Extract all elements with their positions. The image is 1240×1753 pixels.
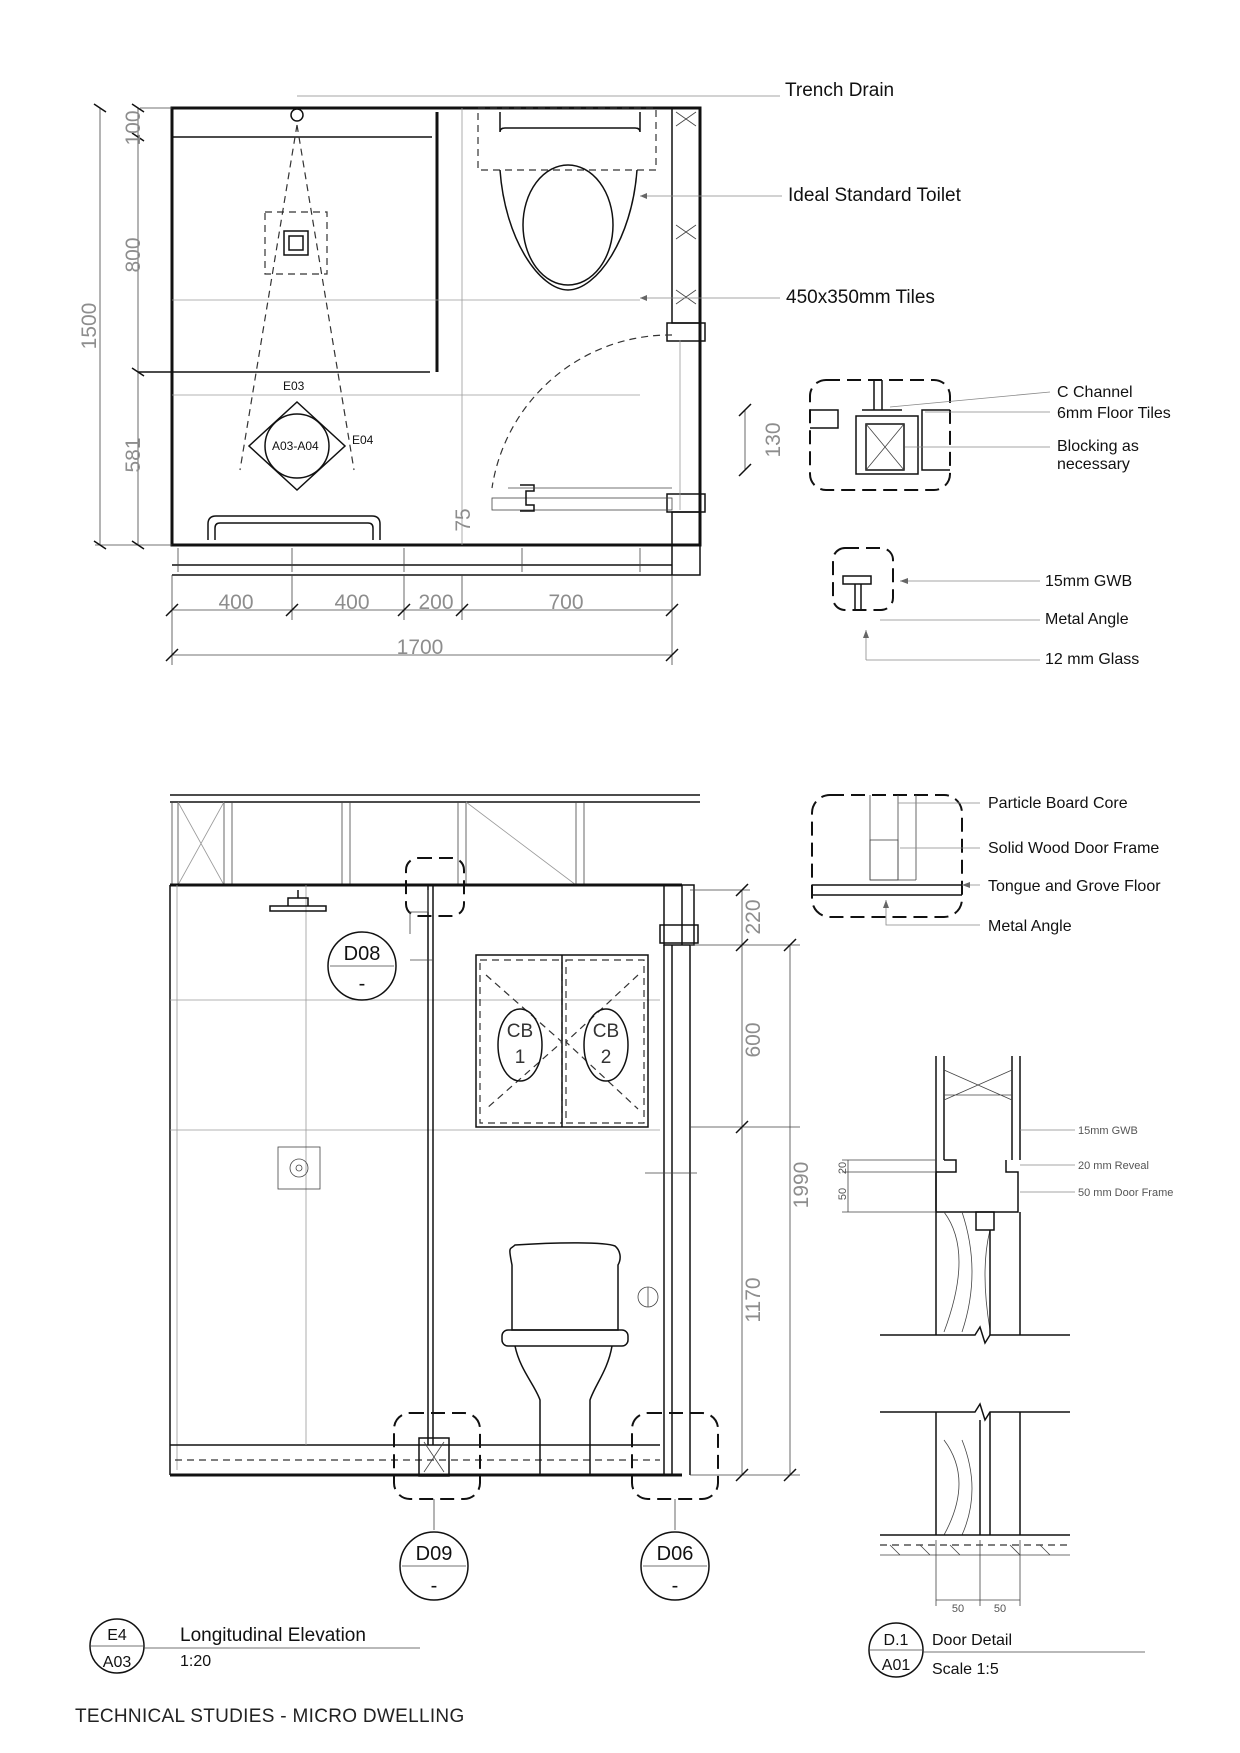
- callout-dd-reveal: 20 mm Reveal: [1078, 1160, 1149, 1172]
- door-detail: [837, 1056, 1173, 1615]
- dim-200: 200: [418, 591, 454, 614]
- dim-1500: 1500: [78, 302, 101, 350]
- elevation-detail-bubbles: [328, 858, 718, 1600]
- bubble-d06-sheet: -: [671, 1575, 679, 1597]
- callout-tiles: 450x350mm Tiles: [786, 287, 935, 308]
- door-detail-code: D.1: [883, 1632, 909, 1649]
- dim-1700: 1700: [396, 636, 444, 659]
- bubble-d08-sheet: -: [358, 973, 366, 995]
- dim-130: 130: [762, 422, 785, 458]
- cabinet-2-code: CB: [592, 1021, 620, 1042]
- cabinet-2-num: 2: [600, 1047, 612, 1068]
- shower-diverter: [278, 1147, 320, 1189]
- callout-door-frame: Solid Wood Door Frame: [988, 840, 1160, 857]
- bubble-rect-d06: [632, 1413, 718, 1499]
- glass-detail: [833, 548, 1139, 668]
- bubble-d09-code: D09: [415, 1543, 453, 1565]
- bubble-rect-d08: [406, 858, 464, 916]
- door-detail-sheet: A01: [881, 1657, 911, 1674]
- toilet-bowl: [500, 170, 637, 290]
- door-swing-arc: [492, 335, 672, 488]
- dd-dim-20: 20: [837, 1161, 849, 1175]
- footer-title: TECHNICAL STUDIES - MICRO DWELLING: [75, 1706, 465, 1727]
- dim-700: 700: [548, 591, 584, 614]
- door-detail-title: Door Detail: [932, 1632, 1013, 1649]
- dim-400-b: 400: [334, 591, 370, 614]
- title-block-door-detail: [869, 1623, 1145, 1678]
- grab-bar: [208, 516, 380, 540]
- elevation-scale: 1:20: [180, 1653, 212, 1670]
- callout-blocking-1: Blocking as: [1057, 438, 1139, 455]
- door-detail-scale: Scale 1:5: [932, 1661, 999, 1678]
- callout-dd-frame: 50 mm Door Frame: [1078, 1187, 1174, 1199]
- shower-head: [270, 890, 326, 911]
- dim-1170: 1170: [742, 1277, 765, 1323]
- callout-tongue-groove: Tongue and Grove Floor: [988, 878, 1161, 895]
- detail-bubble-door-frame: [812, 795, 962, 917]
- elevation-toilet-cistern: [510, 1243, 620, 1330]
- trench-drain-symbol: [291, 109, 303, 121]
- bubble-d08-code: D08: [343, 943, 381, 965]
- bubble-d09-sheet: -: [430, 1575, 438, 1597]
- elevation-sheet: A03: [102, 1654, 132, 1671]
- cabinet-door-1: [498, 1009, 542, 1081]
- dim-1990: 1990: [790, 1161, 813, 1209]
- dim-220: 220: [742, 899, 765, 935]
- callout-blocking-2: necessary: [1057, 456, 1130, 473]
- plan-right-wall: [672, 108, 700, 323]
- elevation-title: Longitudinal Elevation: [180, 1625, 366, 1646]
- dd-dim-50-b: 50: [993, 1603, 1007, 1615]
- cabinet-1-code: CB: [506, 1021, 534, 1042]
- elevation-code: E4: [107, 1627, 127, 1644]
- dim-75: 75: [452, 508, 475, 532]
- callout-trench-drain: Trench Drain: [785, 80, 895, 101]
- floor-plan: [138, 108, 705, 575]
- dd-dim-50: 50: [837, 1187, 849, 1201]
- callout-toilet: Ideal Standard Toilet: [788, 185, 961, 206]
- callout-particle-board: Particle Board Core: [988, 795, 1128, 812]
- elevation-dimensions: [690, 884, 813, 1481]
- marker-e04: E04: [352, 433, 374, 447]
- marker-a03-a04: A03-A04: [272, 439, 319, 453]
- cabinet-1-num: 1: [514, 1047, 526, 1068]
- callout-floor-tiles: 6mm Floor Tiles: [1057, 405, 1171, 422]
- plan-dimensions: [78, 104, 678, 665]
- callout-c-channel: C Channel: [1057, 384, 1133, 401]
- title-block-elevation: [90, 1619, 420, 1673]
- dim-600: 600: [742, 1022, 765, 1058]
- bubble-rect-d09: [394, 1413, 480, 1499]
- elevation-toilet-pedestal: [515, 1346, 612, 1475]
- longitudinal-elevation: [170, 795, 700, 1475]
- callout-glass: 12 mm Glass: [1045, 651, 1140, 668]
- callout-metal-angle-2: Metal Angle: [988, 918, 1072, 935]
- cabinet-door-2: [584, 1009, 628, 1081]
- dim-581: 581: [122, 437, 145, 473]
- marker-e03: E03: [283, 379, 305, 393]
- detail-bubble-glass: [833, 548, 893, 610]
- callout-gwb: 15mm GWB: [1045, 573, 1133, 590]
- plan-callouts: [297, 80, 962, 308]
- dd-dim-50-a: 50: [951, 1603, 965, 1615]
- dim-100: 100: [122, 110, 145, 146]
- dim-400-a: 400: [218, 591, 254, 614]
- callout-dd-gwb: 15mm GWB: [1078, 1125, 1138, 1137]
- callout-metal-angle: Metal Angle: [1045, 611, 1129, 628]
- door-frame-detail: [812, 795, 1161, 935]
- toilet-cistern: [478, 108, 656, 170]
- dim-800: 800: [122, 237, 145, 273]
- door-leaf: [492, 498, 672, 510]
- bubble-d06-code: D06: [656, 1543, 694, 1565]
- c-channel-detail: [739, 380, 1171, 490]
